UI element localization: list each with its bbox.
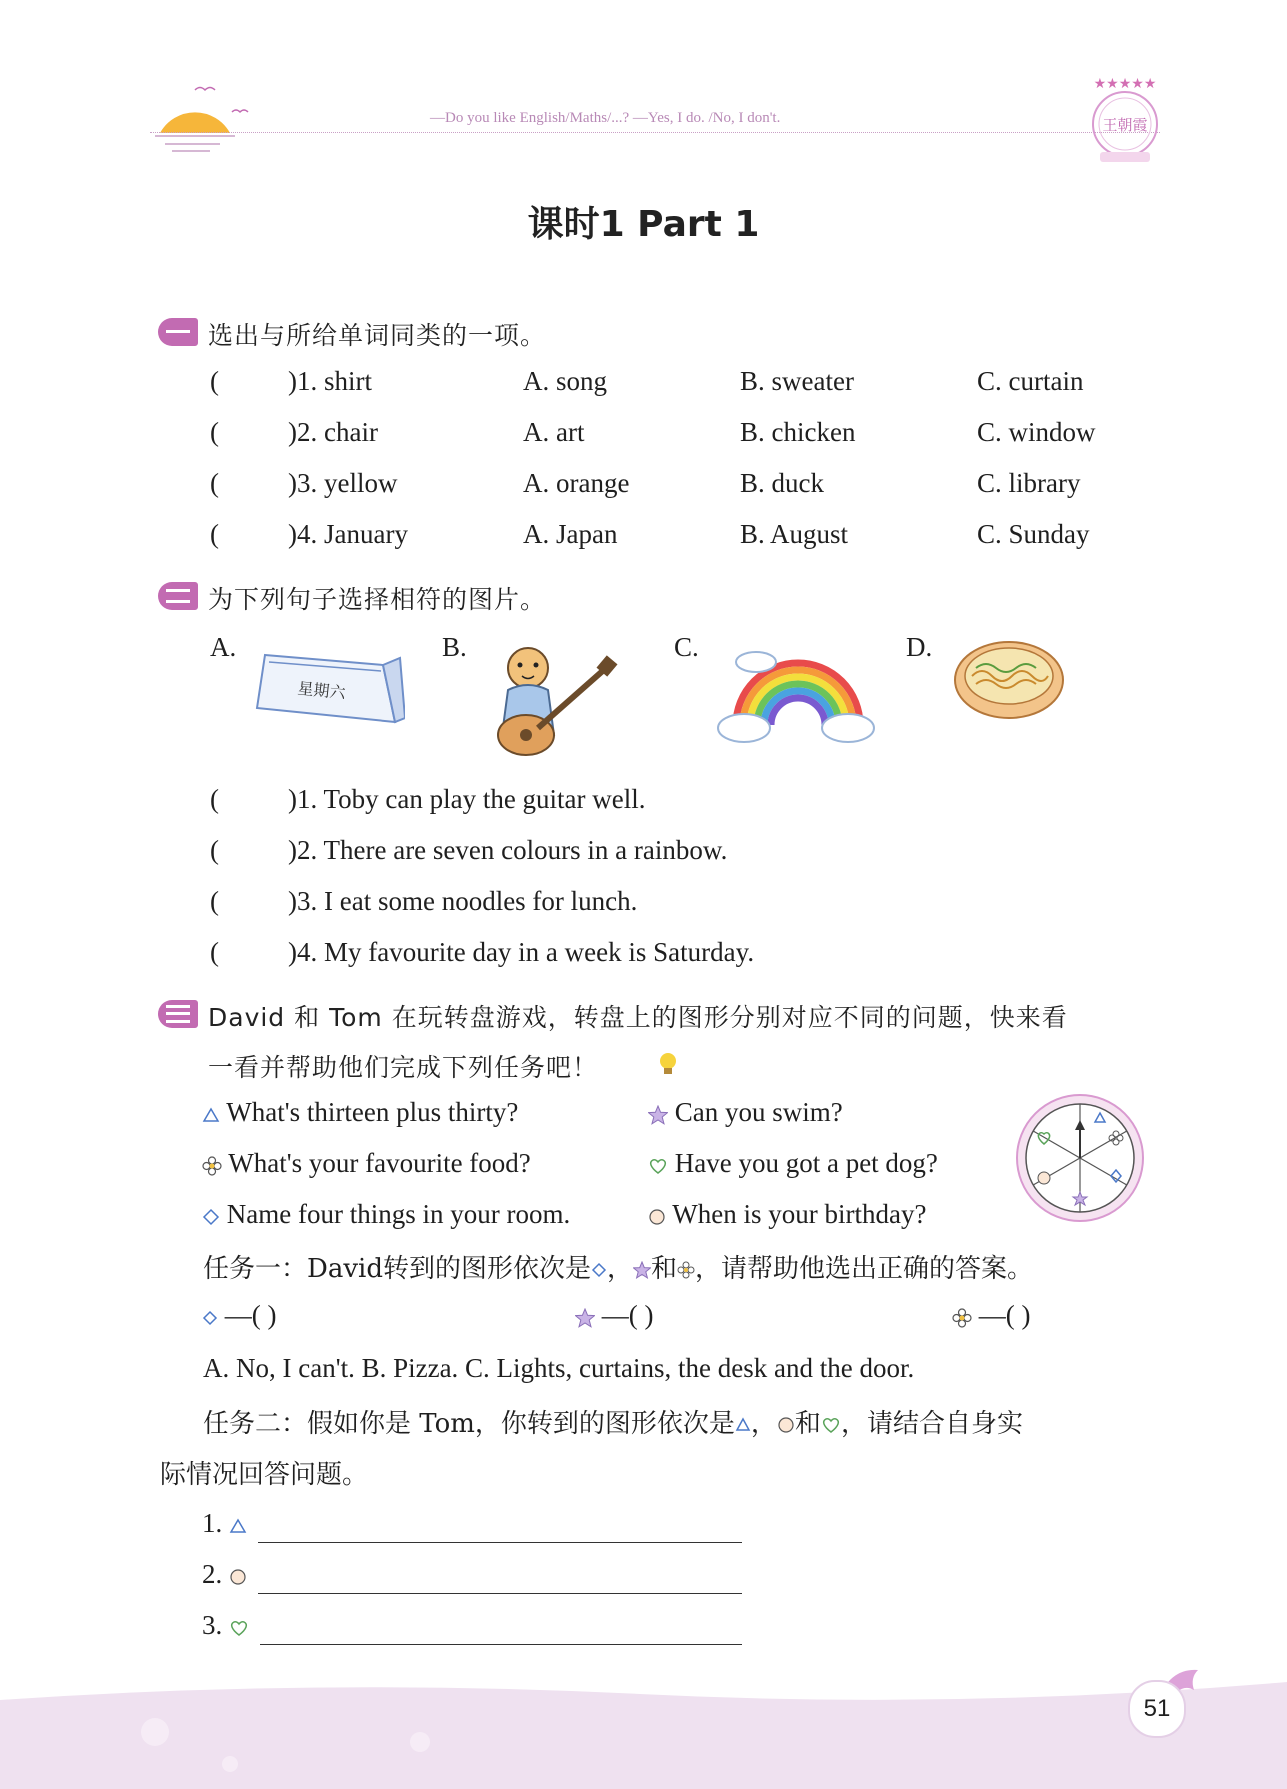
header-dialogue: —Do you like English/Maths/...? —Yes, I do. /No, I don't.	[430, 110, 781, 126]
triangle-icon	[229, 1517, 247, 1535]
logo-text: 王朝霞	[1102, 116, 1148, 134]
tiger-guitar-icon	[478, 640, 623, 765]
star-icon	[575, 1308, 595, 1328]
task1-suffix: ，请帮助他选出正确的答案。	[695, 1254, 1034, 1284]
task2-sep: ，	[750, 1409, 777, 1439]
task1-options: A. No, I can't. B. Pizza. C. Lights, curtains, the desk and the door.	[203, 1353, 915, 1383]
picture-b-label: B.	[442, 632, 467, 662]
question: )2. chair	[288, 417, 378, 447]
answer-number: 1.	[202, 1508, 223, 1538]
question: )1. shirt	[288, 366, 372, 396]
svg-text:★★★★★: ★★★★★	[1093, 76, 1157, 92]
option-a: A. art	[523, 417, 585, 447]
circle-icon	[648, 1208, 666, 1226]
star-icon	[648, 1105, 668, 1125]
option-a: A. Japan	[523, 519, 618, 549]
question-text: When is your birthday?	[672, 1199, 927, 1229]
option-b: B. August	[740, 519, 849, 549]
sentence: )3. I eat some noodles for lunch.	[288, 886, 638, 916]
section-2-badge	[158, 582, 198, 610]
flower-icon	[952, 1308, 972, 1328]
option-b: B. duck	[740, 468, 824, 498]
question-text: What's your favourite food?	[228, 1148, 531, 1178]
task1-blank-diamond	[202, 1300, 276, 1331]
task1-blank-flower	[952, 1300, 1030, 1331]
task1-blank-star	[575, 1300, 653, 1331]
option-c: C. library	[977, 468, 1081, 498]
rainbow-icon	[716, 640, 876, 745]
task2-and: 和	[794, 1409, 821, 1439]
calendar-icon	[255, 640, 405, 730]
option-a: A. orange	[523, 468, 630, 498]
paren: (	[210, 519, 219, 549]
question-text: Name four things in your room.	[226, 1199, 571, 1229]
answer-blank[interactable]: —( )	[224, 1300, 277, 1330]
question: )4. January	[288, 519, 408, 549]
heart-icon	[229, 1619, 249, 1637]
option-b: B. chicken	[740, 417, 856, 447]
section-2-title: 为下列句子选择相符的图片。	[208, 585, 547, 614]
diamond-icon	[202, 1208, 220, 1226]
task1-line	[203, 1248, 1033, 1285]
question-text: Can you swim?	[674, 1097, 843, 1127]
heart-icon	[648, 1157, 668, 1175]
paren: (	[210, 366, 219, 396]
question-diamond	[202, 1199, 570, 1230]
diamond-icon	[591, 1262, 607, 1278]
task2-answer-3	[202, 1610, 249, 1641]
answer-blank[interactable]: —( )	[978, 1300, 1031, 1330]
paren: (	[210, 937, 219, 967]
triangle-icon	[735, 1417, 751, 1433]
flower-icon	[677, 1261, 695, 1279]
header-dotted-line	[150, 132, 1160, 133]
question-heart	[648, 1148, 938, 1179]
spinner-wheel	[1014, 1092, 1146, 1224]
section-1-title: 选出与所给单词同类的一项。	[208, 321, 547, 350]
sentence: )2. There are seven colours in a rainbow.	[288, 835, 728, 865]
paren: (	[210, 417, 219, 447]
diamond-icon	[202, 1310, 218, 1326]
answer-blank[interactable]: —( )	[601, 1300, 654, 1330]
task2-answer-2	[202, 1559, 247, 1590]
page-number: 51	[1128, 1680, 1186, 1738]
question-text: What's thirteen plus thirty?	[226, 1097, 519, 1127]
footer-wave	[0, 1672, 1287, 1789]
answer-number: 3.	[202, 1610, 223, 1640]
flower-icon	[202, 1156, 222, 1176]
picture-c-label: C.	[674, 632, 699, 662]
sentence: )1. Toby can play the guitar well.	[288, 784, 646, 814]
task2-prefix: 任务二：假如你是 Tom，你转到的图形依次是	[203, 1409, 735, 1439]
picture-a-label: A.	[210, 632, 237, 662]
paren: (	[210, 784, 219, 814]
question-triangle	[202, 1097, 518, 1128]
question-flower	[202, 1148, 531, 1179]
paren: (	[210, 886, 219, 916]
option-b: B. sweater	[740, 366, 854, 396]
task1-sep: ，	[607, 1254, 634, 1284]
circle-icon	[229, 1568, 247, 1586]
option-c: C. Sunday	[977, 519, 1090, 549]
heart-icon	[821, 1416, 841, 1434]
question-text: Have you got a pet dog?	[674, 1148, 938, 1178]
picture-d-label: D.	[906, 632, 933, 662]
noodles-bowl-icon	[950, 638, 1068, 730]
option-c: C. window	[977, 417, 1096, 447]
section-3-badge	[158, 1000, 198, 1028]
paren: (	[210, 835, 219, 865]
question-star	[648, 1097, 843, 1128]
calendar-text: 星期六	[296, 678, 347, 703]
task2-line2: 际情况回答问题。	[160, 1460, 369, 1490]
task2-suffix: ，请结合自身实	[840, 1409, 1023, 1439]
answer-number: 2.	[202, 1559, 223, 1589]
page-title: 课时1 Part 1	[527, 204, 760, 245]
publisher-logo-icon	[1082, 74, 1168, 166]
option-a: A. song	[523, 366, 608, 396]
sentence: )4. My favourite day in a week is Saturday.	[288, 937, 755, 967]
question: )3. yellow	[288, 468, 398, 498]
triangle-icon	[202, 1106, 220, 1124]
section-3-title-line2: 一看并帮助他们完成下列任务吧！	[208, 1053, 599, 1082]
answer-line-3[interactable]	[260, 1644, 742, 1645]
option-c: C. curtain	[977, 366, 1084, 396]
lightbulb-icon	[656, 1050, 680, 1078]
task2-line1	[203, 1403, 1023, 1440]
section-3-title-line1: David 和 Tom 在玩转盘游戏，转盘上的图形分别对应不同的问题，快来看	[208, 1003, 1068, 1032]
task1-prefix: 任务一：David转到的图形依次是	[203, 1254, 591, 1284]
task1-and: 和	[651, 1254, 678, 1284]
star-icon	[633, 1261, 651, 1279]
answer-line-1[interactable]	[258, 1542, 742, 1543]
circle-icon	[777, 1416, 795, 1434]
paren: (	[210, 468, 219, 498]
answer-line-2[interactable]	[258, 1593, 742, 1594]
task2-answer-1	[202, 1508, 247, 1539]
sunset-icon	[150, 78, 260, 158]
question-circle	[648, 1199, 926, 1230]
section-1-badge	[158, 318, 198, 346]
